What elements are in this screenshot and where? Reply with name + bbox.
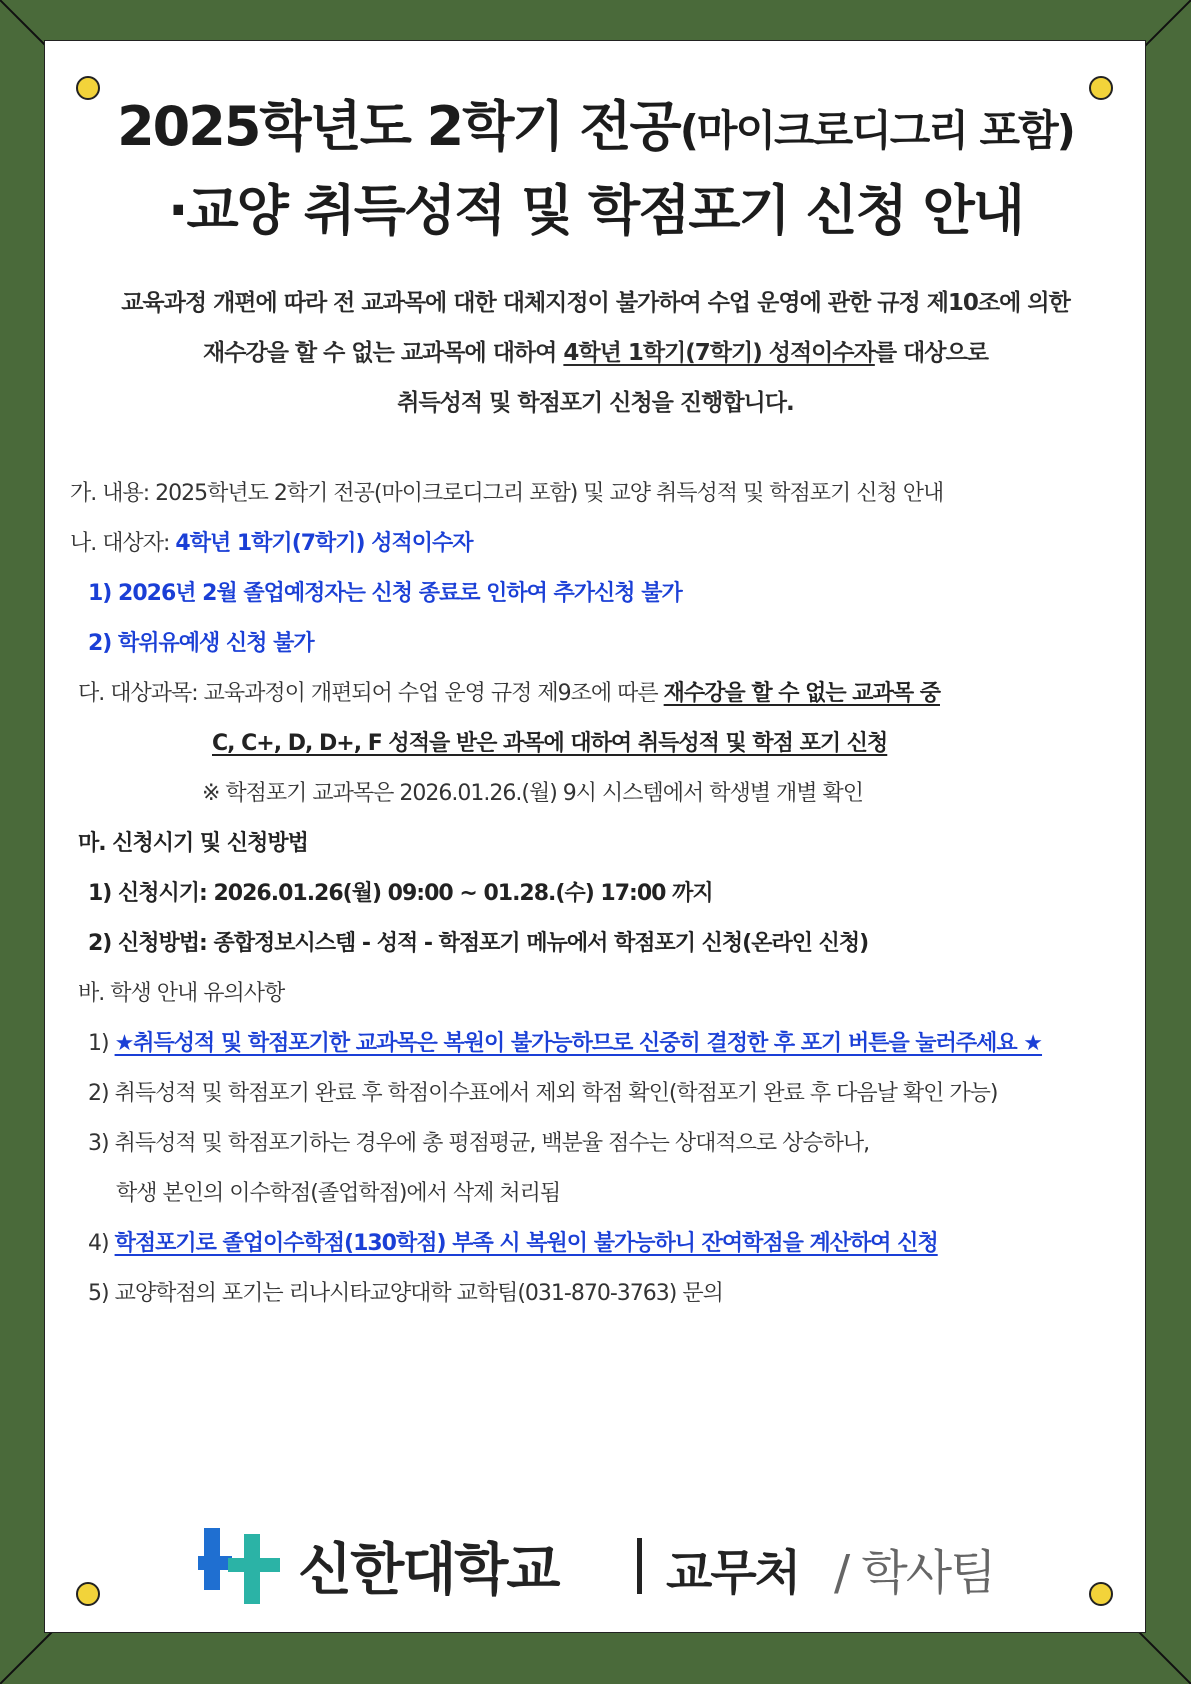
logo-divider — [637, 1538, 642, 1594]
item-content: 가. 내용: 2025학년도 2학기 전공(마이크로디그리 포함) 및 교양 취득성적 및 학점포기 신청 안내 — [70, 481, 944, 506]
item-notes-3-cont: 학생 본인의 이수학점(졸업학점)에서 삭제 처리됨 — [116, 1181, 561, 1206]
item-target-note-2: 2) 학위유예생 신청 불가 — [88, 631, 314, 656]
item-schedule-period: 1) 신청시기: 2026.01.26(월) 09:00 ~ 01.28.(수) 17:00 까지 — [88, 881, 713, 906]
item-notes-2: 2) 취득성적 및 학점포기 완료 후 학점이수표에서 제외 학점 확인(학점포기 완료 후 다음날 확인 가능) — [88, 1081, 998, 1106]
item-notes-3: 3) 취득성적 및 학점포기하는 경우에 총 평점평균, 백분율 점수는 상대적으로 상승하나, — [88, 1131, 870, 1156]
shinhan-emblem-icon — [198, 1528, 280, 1604]
item-subjects-note: ※ 학점포기 교과목은 2026.01.26.(월) 9시 시스템에서 학생별 개별 확인 — [202, 781, 864, 806]
item-schedule-heading: 마. 신청시기 및 신청방법 — [78, 831, 308, 856]
item-target-note-1: 1) 2026년 2월 졸업예정자는 신청 종료로 인하여 추가신청 불가 — [88, 581, 682, 606]
item-subjects: 다. 대상과목: 교육과정이 개편되어 수업 운영 규정 제9조에 따른 재수강을 할 수 없는 교과목 중 — [78, 681, 940, 706]
intro-line1: 교육과정 개편에 따라 전 교과목에 대한 대체지정이 불가하여 수업 운영에 관한 규정 제10조에 의한 — [121, 290, 1070, 316]
team-name: / 학사팀 — [834, 1545, 995, 1601]
item-notes-5: 5) 교양학점의 포기는 리나시타교양대학 교학팀(031-870-3763) 문의 — [88, 1281, 723, 1306]
page-title-line2: ·교양 취득성적 및 학점포기 신청 안내 — [168, 179, 1023, 242]
page-title-line1: 2025학년도 2학기 전공(마이크로디그리 포함) — [117, 95, 1074, 158]
item-subjects-grades: C, C+, D, D+, F 성적을 받은 과목에 대하여 취득성적 및 학점 포기 신청 — [212, 731, 888, 756]
intro-line2: 재수강을 할 수 없는 교과목에 대하여 4학년 1학기(7학기) 성적이수자를 대상으로 — [203, 340, 988, 366]
department-name: 교무처 — [666, 1545, 800, 1601]
item-target: 나. 대상자: 4학년 1학기(7학기) 성적이수자 — [70, 531, 473, 556]
school-name: 신한대학교 — [298, 1538, 559, 1603]
intro-line3: 취득성적 및 학점포기 신청을 진행합니다. — [397, 390, 794, 416]
item-notes-4: 4) 학점포기로 졸업이수학점(130학점) 부족 시 복원이 불가능하니 잔여학점을 계산하여 신청 — [88, 1231, 938, 1256]
item-schedule-method: 2) 신청방법: 종합정보시스템 - 성적 - 학점포기 메뉴에서 학점포기 신청(온라인 신청) — [88, 931, 869, 956]
item-notes-1: 1) ★취득성적 및 학점포기한 교과목은 복원이 불가능하므로 신중히 결정한 후 포기 버튼을 눌러주세요 ★ — [88, 1031, 1043, 1056]
footer-logo — [198, 1524, 1098, 1604]
item-notes-heading: 바. 학생 안내 유의사항 — [78, 981, 285, 1006]
